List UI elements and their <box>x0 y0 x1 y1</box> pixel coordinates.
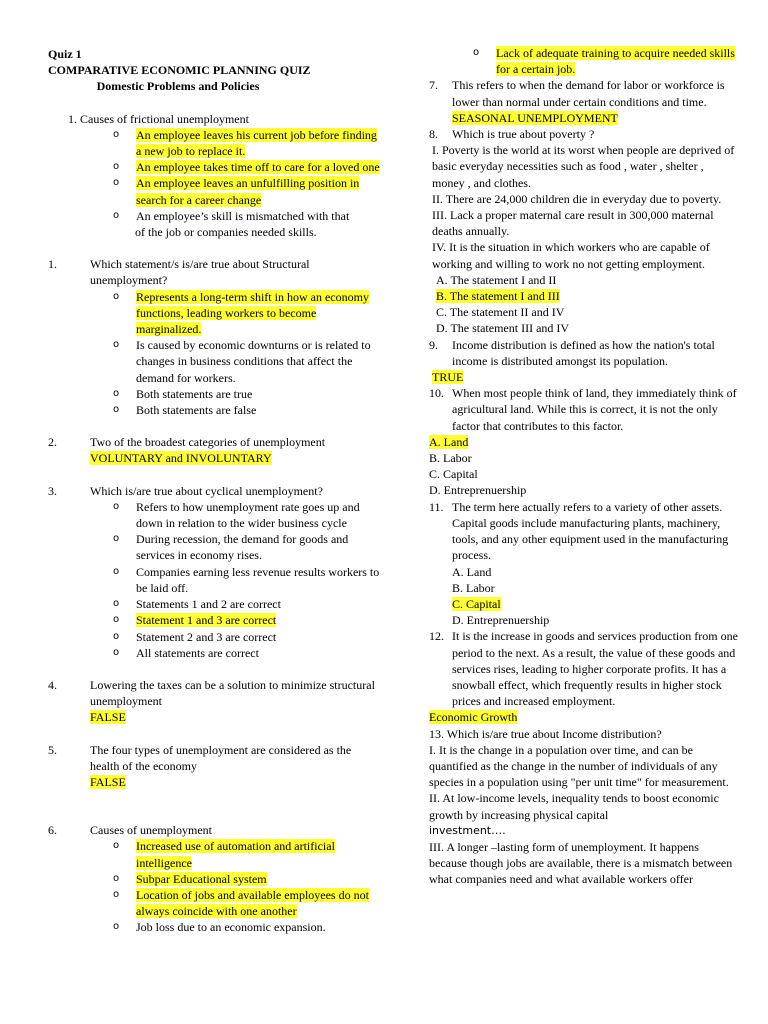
choice-item <box>452 580 739 596</box>
option-text: Subpar Educational system <box>136 871 267 886</box>
option-text: Represents a long-term shift in how an economy functions, leading workers to become marginalized. <box>136 289 369 337</box>
choice-text: A. The statement I and II <box>436 272 557 287</box>
option-item <box>48 289 380 338</box>
option-item <box>48 838 380 870</box>
option-item <box>48 175 380 207</box>
option-item <box>48 127 380 159</box>
quiz-title: COMPARATIVE ECONOMIC PLANNING QUIZ <box>48 63 311 78</box>
bullet-marker: o <box>113 840 120 852</box>
answer-2: VOLUNTARY and INVOLUNTARY <box>90 451 272 466</box>
choice-item <box>436 288 739 304</box>
choice-text: A. Land <box>452 564 492 579</box>
bullet-marker: o <box>113 598 120 610</box>
question-5: 5. The four types of unemployment are considered as the health of the economy FALSE <box>48 742 352 789</box>
choice-item <box>429 482 739 498</box>
statement-text: I. Poverty is the world at its worst when people are deprived of basic everyday necessities such as food , water , shelter , money , and clothes. <box>432 143 735 190</box>
bullet-marker: o <box>113 872 120 884</box>
choice-item <box>429 450 739 466</box>
bullet-marker: o <box>113 533 120 545</box>
choice-item <box>452 564 739 580</box>
choice-item <box>436 272 739 288</box>
option-item <box>48 337 380 386</box>
choice-text: C. The statement II and IV <box>436 305 565 320</box>
q6-continued-option: o Lack of adequate training to acquire needed skills for a certain job. <box>473 46 735 77</box>
option-text: Is caused by economic downturns or is related to changes in business conditions that affect the demand for workers. <box>136 338 371 385</box>
quiz-label: Quiz 1 <box>48 47 82 61</box>
option-item <box>48 208 380 224</box>
answer-4: FALSE <box>90 710 126 725</box>
answer-9: TRUE <box>432 370 464 385</box>
choice-text: A. Land <box>429 434 469 449</box>
structural-options <box>48 289 380 419</box>
question-7: 7. This refers to when the demand for labor or workforce is lower than normal under certain conditions and time. SEASONAL UNEMPLOYMENT <box>429 78 725 125</box>
choice-text: D. The statement III and IV <box>436 321 570 336</box>
frictional-options <box>48 127 380 224</box>
answer-5: FALSE <box>90 774 126 789</box>
option-text: Increased use of automation and artificial intelligence <box>136 839 335 870</box>
option-text: Statement 2 and 3 are correct <box>136 629 277 644</box>
option-text: Both statements are false <box>136 403 257 418</box>
left-column <box>48 0 380 936</box>
q8-statements <box>429 142 739 272</box>
bullet-marker: o <box>113 404 120 416</box>
question-12: 12. It is the increase in goods and services production from one period to the next. As a result, the value of these goods and services rises, leading to higher corporate profits. It has a snowball effect, which frequently results in higher stock prices and increased employment. <box>429 629 738 709</box>
bullet-marker: o <box>113 646 120 658</box>
q6-options <box>48 838 380 935</box>
option-text: Statement 1 and 3 are correct <box>136 613 277 628</box>
choice-text: B. Labor <box>429 451 472 466</box>
option-item <box>48 531 380 563</box>
option-item <box>48 499 380 531</box>
option-text: An employee takes time off to care for a loved one <box>136 160 380 175</box>
option-text: An employee leaves an unfulfilling position in search for a career change <box>136 176 360 207</box>
question-10: 10. When most people think of land, they immediately think of agricultural land. While this is correct, it is not the only factor that contributes to this factor. <box>429 386 737 433</box>
choice-item <box>452 596 739 612</box>
choice-item <box>429 466 739 482</box>
choice-text: B. Labor <box>452 580 495 595</box>
question-frictional: 1. Causes of frictional unemployment <box>68 111 249 126</box>
question-2: 2. Two of the broadest categories of unemployment VOLUNTARY and INVOLUNTARY <box>48 435 326 466</box>
option-text: Job loss due to an economic expansion. <box>136 920 326 935</box>
choice-item <box>429 434 739 450</box>
bullet-marker: o <box>113 888 120 900</box>
statement-text: IV. It is the situation in which workers who are capable of working and willing to work no not getting employment. <box>432 240 710 271</box>
option-text: During recession, the demand for goods and services in economy rises. <box>136 532 349 563</box>
bullet-marker: o <box>113 565 120 577</box>
question-4: 4. Lowering the taxes can be a solution to minimize structural unemployment FALSE <box>48 677 375 725</box>
option-text: Companies earning less revenue results workers to be laid off. <box>136 564 380 595</box>
option-text: An employee leaves his current job before finding a new job to replace it. <box>136 127 377 159</box>
question-3: 3. Which is/are true about cyclical unemployment? <box>48 483 323 498</box>
bullet-marker: o <box>113 290 120 302</box>
statement-text: II. There are 24,000 children die in everyday due to poverty. <box>432 191 722 206</box>
bullet-marker: o <box>113 630 120 642</box>
q8-choices <box>429 272 739 337</box>
bullet-marker: o <box>113 161 120 173</box>
option-item <box>48 402 380 418</box>
bullet-marker: o <box>113 128 120 140</box>
option-item <box>48 386 380 402</box>
q13-statement-2: II. At low-income levels, inequality tends to boost economic growth by increasing physical capital <box>429 791 719 822</box>
q13-statement-1: I. It is the change in a population over time, and can be quantified as the change in the number of individuals of any species in a population using "per unit time" for measurement. <box>429 742 729 790</box>
choice-text: C. Capital <box>429 467 478 482</box>
statement-text: III. Lack a proper maternal care result in 300,000 maternal deaths annually. <box>432 208 714 239</box>
q13-statement-2-cont: investment…. <box>429 823 506 837</box>
option-text: An employee’s skill is mismatched with that <box>136 208 350 223</box>
bullet-marker: o <box>113 500 120 512</box>
right-column <box>429 0 739 888</box>
choice-text: D. Entreprenuership <box>452 613 550 628</box>
q10-choices <box>429 434 739 499</box>
choice-text: C. Capital <box>452 596 501 611</box>
option-item <box>48 645 380 661</box>
question-11: 11. The term here actually refers to a variety of other assets. Capital goods include manufacturing plants, machinery, tools, and any other equipment used in the manufacturing process. <box>429 499 729 563</box>
answer-7: SEASONAL UNEMPLOYMENT <box>452 110 618 125</box>
question-6: 6. Causes of unemployment <box>48 823 212 838</box>
option-item <box>48 564 380 596</box>
bullet-marker: o <box>113 614 120 626</box>
choice-item <box>436 320 739 336</box>
bullet-marker: o <box>113 209 120 221</box>
choice-text: D. Entreprenuership <box>429 483 527 498</box>
q3-options <box>48 499 380 661</box>
bullet-marker: o <box>113 177 120 189</box>
bullet-marker: o <box>113 921 120 933</box>
option-item <box>48 871 380 887</box>
question-13: 13. Which is/are true about Income distribution? <box>429 726 662 741</box>
option-item <box>48 629 380 645</box>
option-item <box>48 887 380 919</box>
option-text: All statements are correct <box>136 645 259 660</box>
bullet-marker: o <box>113 339 120 351</box>
bullet-marker: o <box>113 387 120 399</box>
choice-text: B. The statement I and III <box>436 289 560 304</box>
choice-item <box>436 304 739 320</box>
option-item <box>48 612 380 628</box>
option-item <box>48 596 380 612</box>
option-text: Both statements are true <box>136 386 253 401</box>
answer-12: Economic Growth <box>429 710 518 725</box>
frictional-continuation: of the job or companies needed skills. <box>135 225 317 240</box>
q13-statement-3: III. A longer –lasting form of unemployment. It happens because though jobs are available, there is a mismatch between what companies need and what available workers offer <box>429 839 733 887</box>
quiz-subtitle: Domestic Problems and Policies <box>96 79 260 94</box>
option-item <box>48 159 380 175</box>
option-text: Statements 1 and 2 are correct <box>136 597 281 612</box>
q11-choices <box>429 564 739 629</box>
option-item <box>48 919 380 935</box>
choice-item <box>452 612 739 628</box>
question-9: 9. Income distribution is defined as how the nation's total income is distributed amongst its population. <box>429 337 715 368</box>
question-8: 8. Which is true about poverty ? <box>429 127 595 142</box>
option-text: Location of jobs and available employees do not always coincide with one another <box>136 887 369 919</box>
option-text: Refers to how unemployment rate goes up and down in relation to the wider business cycle <box>136 499 360 531</box>
question-structural: 1. Which statement/s is/are true about Structural unemployment? <box>48 257 310 288</box>
